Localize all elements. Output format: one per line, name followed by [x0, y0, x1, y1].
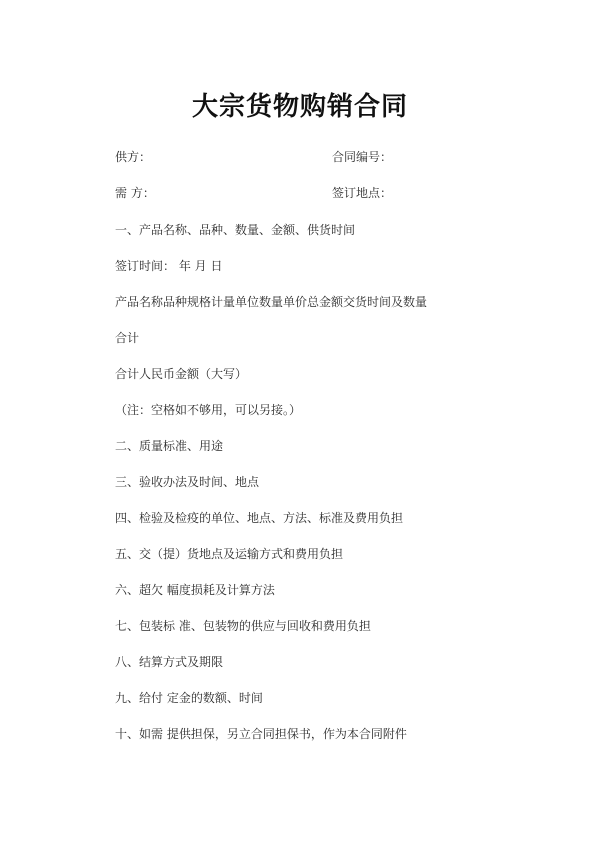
buyer-label: 需 方： [115, 186, 155, 200]
clause-7: 七、包装标 准、包装物的供应与回收和费用负担 [115, 619, 371, 633]
total-line: 合计 [115, 331, 140, 345]
sign-date-line: 签订时间： 年 月 日 [115, 259, 223, 273]
clause-3: 三、验收办法及时间、地点 [115, 475, 260, 489]
contract-number-label: 合同编号： [332, 150, 393, 164]
table-header-line: 产品名称品种规格计量单位数量单价总金额交货时间及数量 [115, 295, 428, 309]
supplier-label: 供方： [115, 150, 152, 164]
sign-place-label: 签订地点： [332, 186, 393, 200]
clause-9: 九、给付 定金的数额、时间 [115, 691, 263, 705]
total-rmb-line: 合计人民币金额（大写） [115, 367, 248, 381]
clause-4: 四、检验及检疫的单位、地点、方法、标准及费用负担 [115, 511, 404, 525]
clause-8: 八、结算方式及期限 [115, 655, 224, 669]
document-title: 大宗货物购销合同 [191, 92, 408, 122]
clause-1-heading: 一、产品名称、品种、数量、金额、供货时间 [115, 223, 356, 237]
clause-2: 二、质量标准、用途 [115, 439, 224, 453]
clause-10: 十、如需 提供担保，另立合同担保书，作为本合同附件 [115, 727, 407, 741]
clause-6: 六、超欠 幅度损耗及计算方法 [115, 583, 275, 597]
clause-5: 五、交（提）货地点及运输方式和费用负担 [115, 547, 344, 561]
note-line: （注：空格如不够用，可以另接。） [115, 403, 302, 417]
